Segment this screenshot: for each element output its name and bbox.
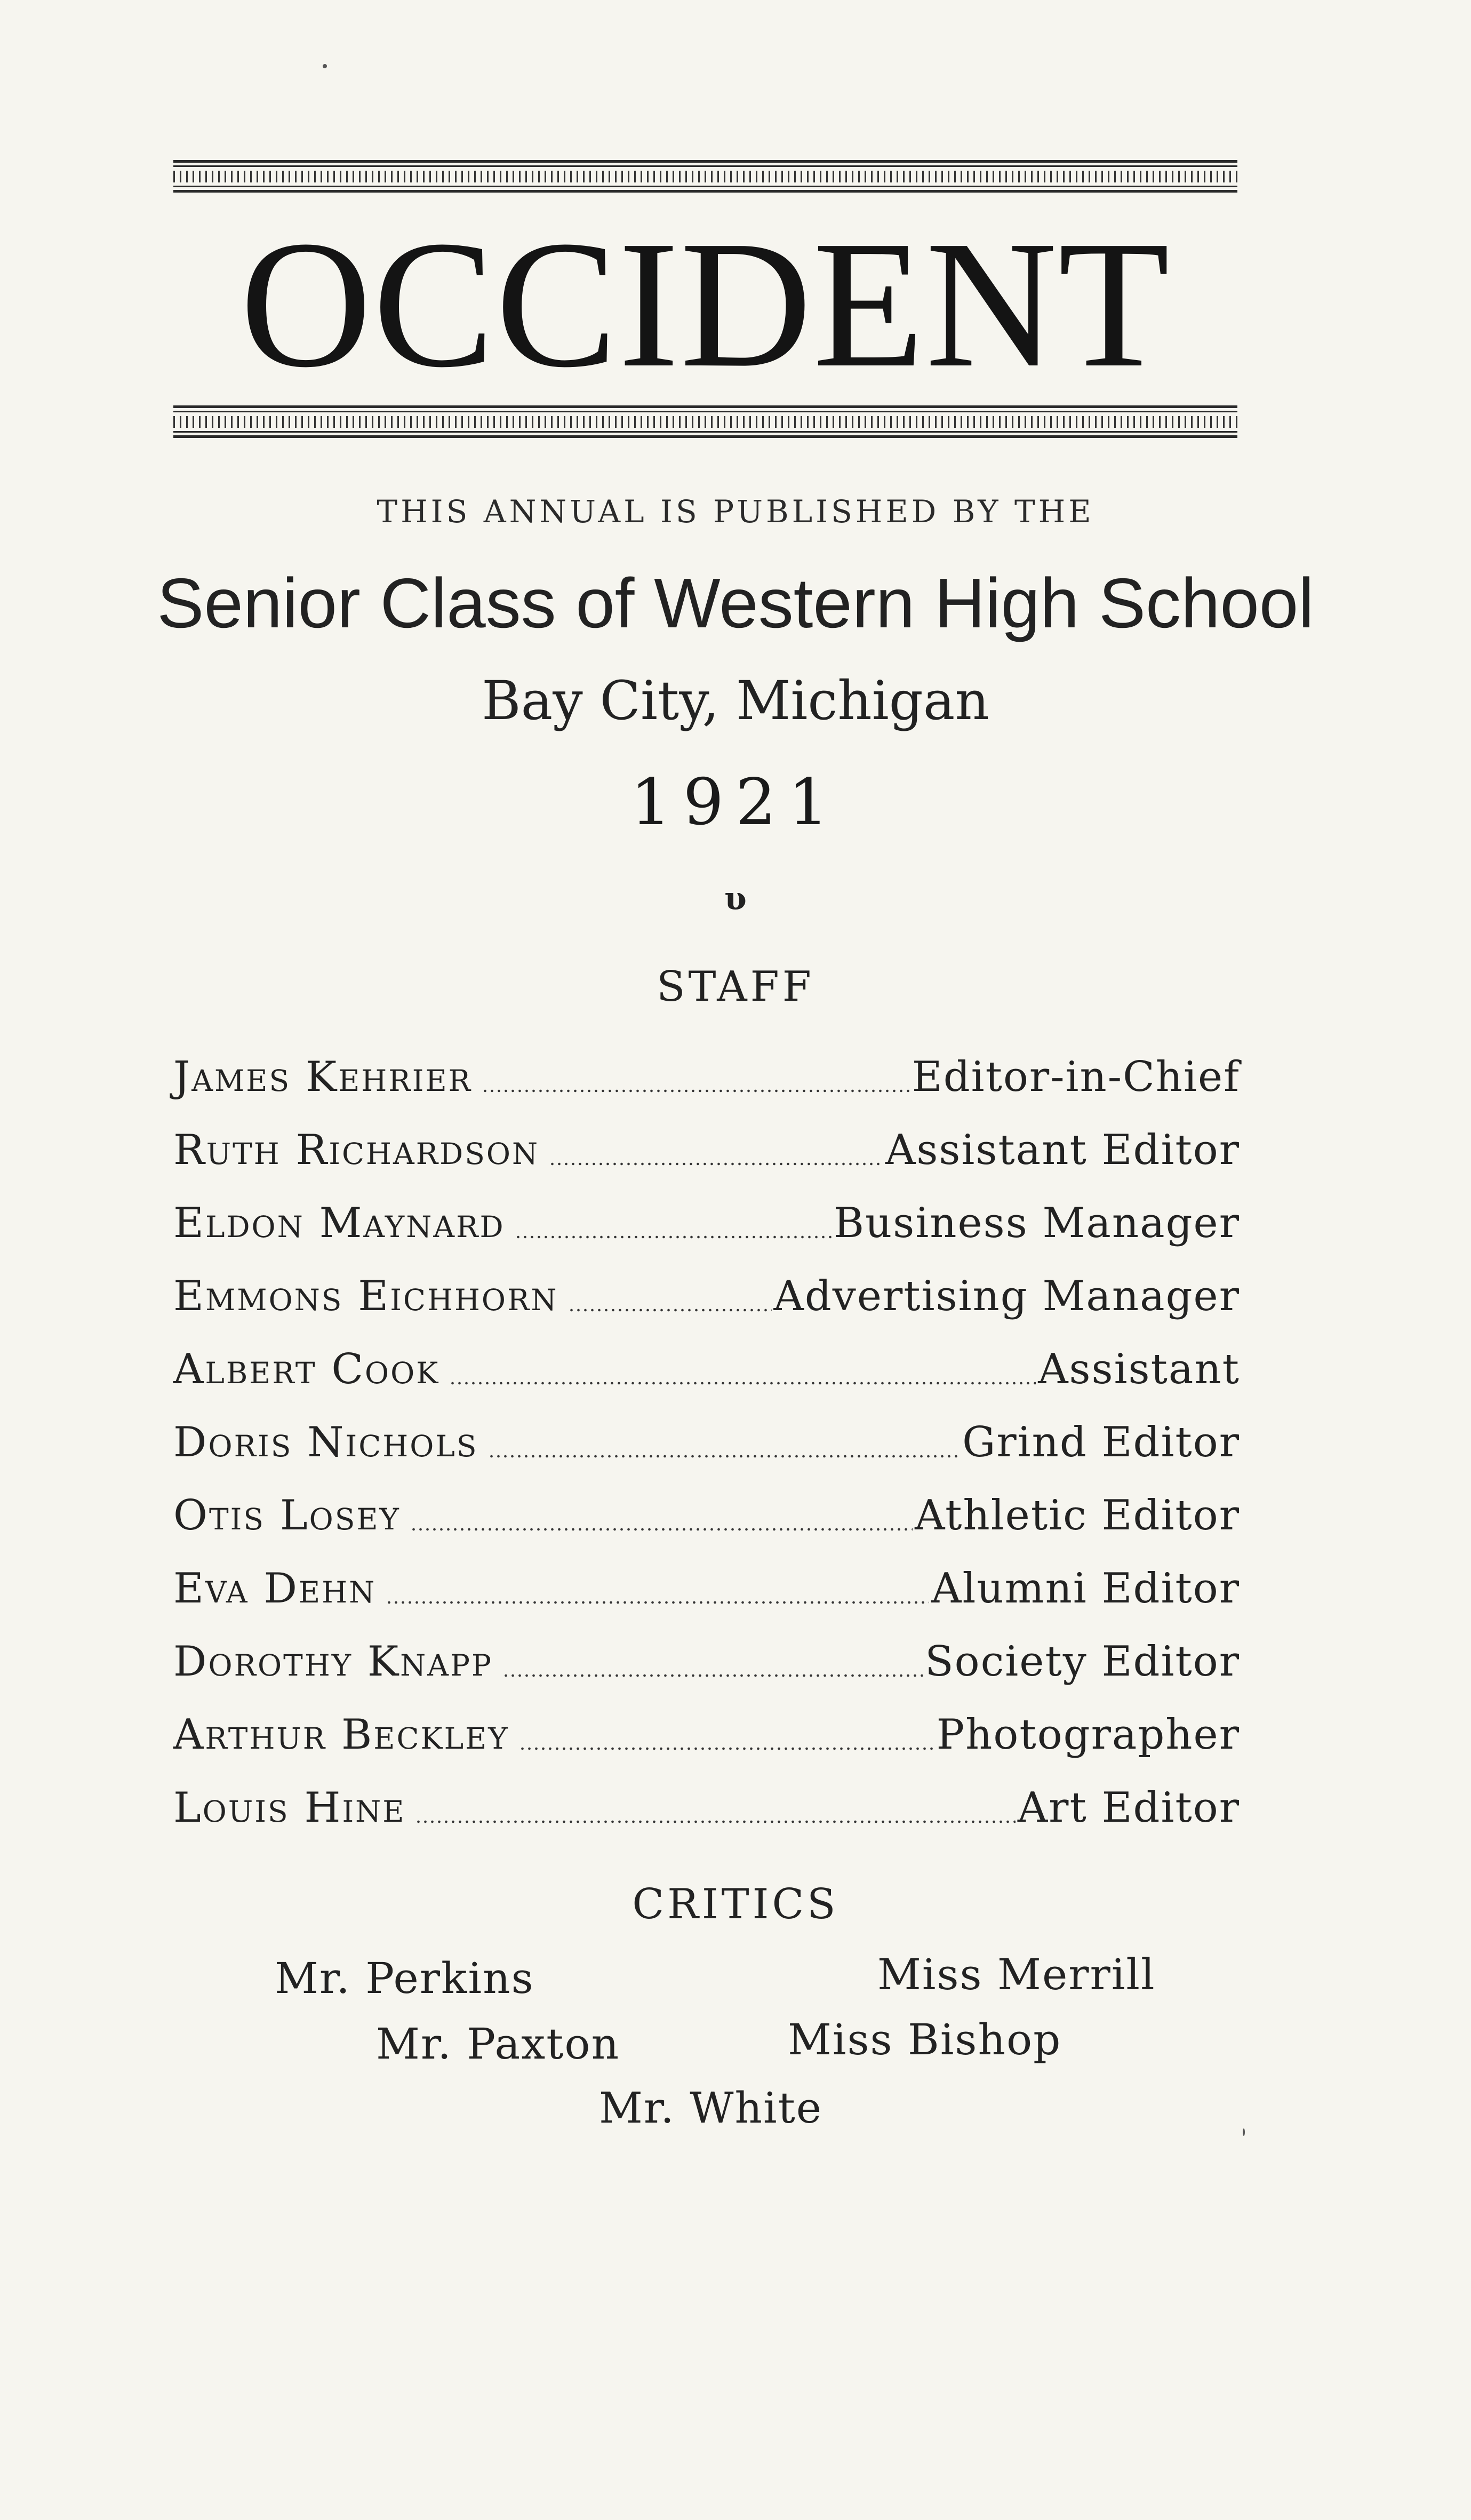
staff-row [173, 1105, 1240, 1178]
staff-role: Editor-in-Chief [912, 1053, 1240, 1101]
dot-leader [410, 1528, 913, 1531]
critic-name: Miss Merrill [877, 1950, 1156, 1999]
critic-name: Mr. Perkins [275, 1953, 534, 2003]
staff-list [173, 1032, 1240, 1836]
school-name: Senior Class of Western High School [157, 564, 1314, 642]
staff-role: Assistant [1038, 1345, 1240, 1393]
dot-leader [502, 1674, 923, 1677]
staff-name: James Kehrier [173, 1053, 473, 1101]
critic-name: Mr. Paxton [376, 2019, 620, 2069]
bottom-decorative-rule [173, 405, 1237, 440]
staff-row [173, 1398, 1240, 1471]
staff-row [173, 1617, 1240, 1690]
staff-role: Photographer [936, 1711, 1240, 1759]
staff-name: Albert Cook [173, 1345, 440, 1393]
staff-row [173, 1325, 1240, 1398]
staff-role: Advertising Manager [773, 1272, 1240, 1320]
staff-name: Dorothy Knapp [173, 1638, 493, 1686]
staff-row [173, 1544, 1240, 1617]
staff-name: Doris Nichols [173, 1418, 478, 1466]
staff-row [173, 1032, 1240, 1105]
dot-leader [415, 1820, 1015, 1823]
staff-name: Arthur Beckley [173, 1711, 509, 1759]
staff-row [173, 1763, 1240, 1836]
dot-leader [482, 1089, 910, 1092]
dot-leader [515, 1235, 832, 1239]
publisher-note: THIS ANNUAL IS PUBLISHED BY THE [377, 493, 1094, 530]
dot-leader [488, 1455, 961, 1458]
publication-year: 1921 [630, 765, 841, 840]
staff-row [173, 1690, 1240, 1763]
top-decorative-rule [173, 160, 1237, 194]
ornament-glyph: υ [724, 880, 747, 918]
masthead-title: OCCIDENT [240, 203, 1171, 405]
staff-role: Art Editor [1017, 1784, 1240, 1832]
staff-role: Alumni Editor [931, 1565, 1240, 1613]
staff-name: Eldon Maynard [173, 1199, 505, 1247]
staff-row [173, 1471, 1240, 1544]
staff-name: Louis Hine [173, 1784, 406, 1832]
staff-name: Emmons Eichhorn [173, 1272, 558, 1320]
paper-speck [1243, 2128, 1245, 2136]
dot-leader [449, 1382, 1036, 1385]
staff-name: Otis Losey [173, 1492, 401, 1540]
staff-role: Assistant Editor [885, 1126, 1240, 1174]
staff-row [173, 1178, 1240, 1251]
staff-role: Society Editor [925, 1638, 1240, 1686]
staff-role: Athletic Editor [915, 1492, 1240, 1540]
critics-heading: CRITICS [632, 1880, 839, 1928]
dot-leader [519, 1747, 934, 1750]
staff-row [173, 1251, 1240, 1325]
dot-leader [549, 1162, 883, 1166]
critic-name: Mr. White [599, 2083, 823, 2133]
critic-name: Miss Bishop [788, 2015, 1062, 2064]
staff-name: Eva Dehn [173, 1565, 377, 1613]
dot-leader [386, 1601, 929, 1604]
staff-name: Ruth Richardson [173, 1126, 540, 1174]
staff-heading: STAFF [657, 963, 814, 1011]
dot-leader [568, 1309, 772, 1312]
staff-role: Grind Editor [962, 1418, 1240, 1466]
staff-role: Business Manager [833, 1199, 1240, 1247]
paper-speck [323, 64, 327, 68]
city-name: Bay City, Michigan [482, 669, 989, 732]
